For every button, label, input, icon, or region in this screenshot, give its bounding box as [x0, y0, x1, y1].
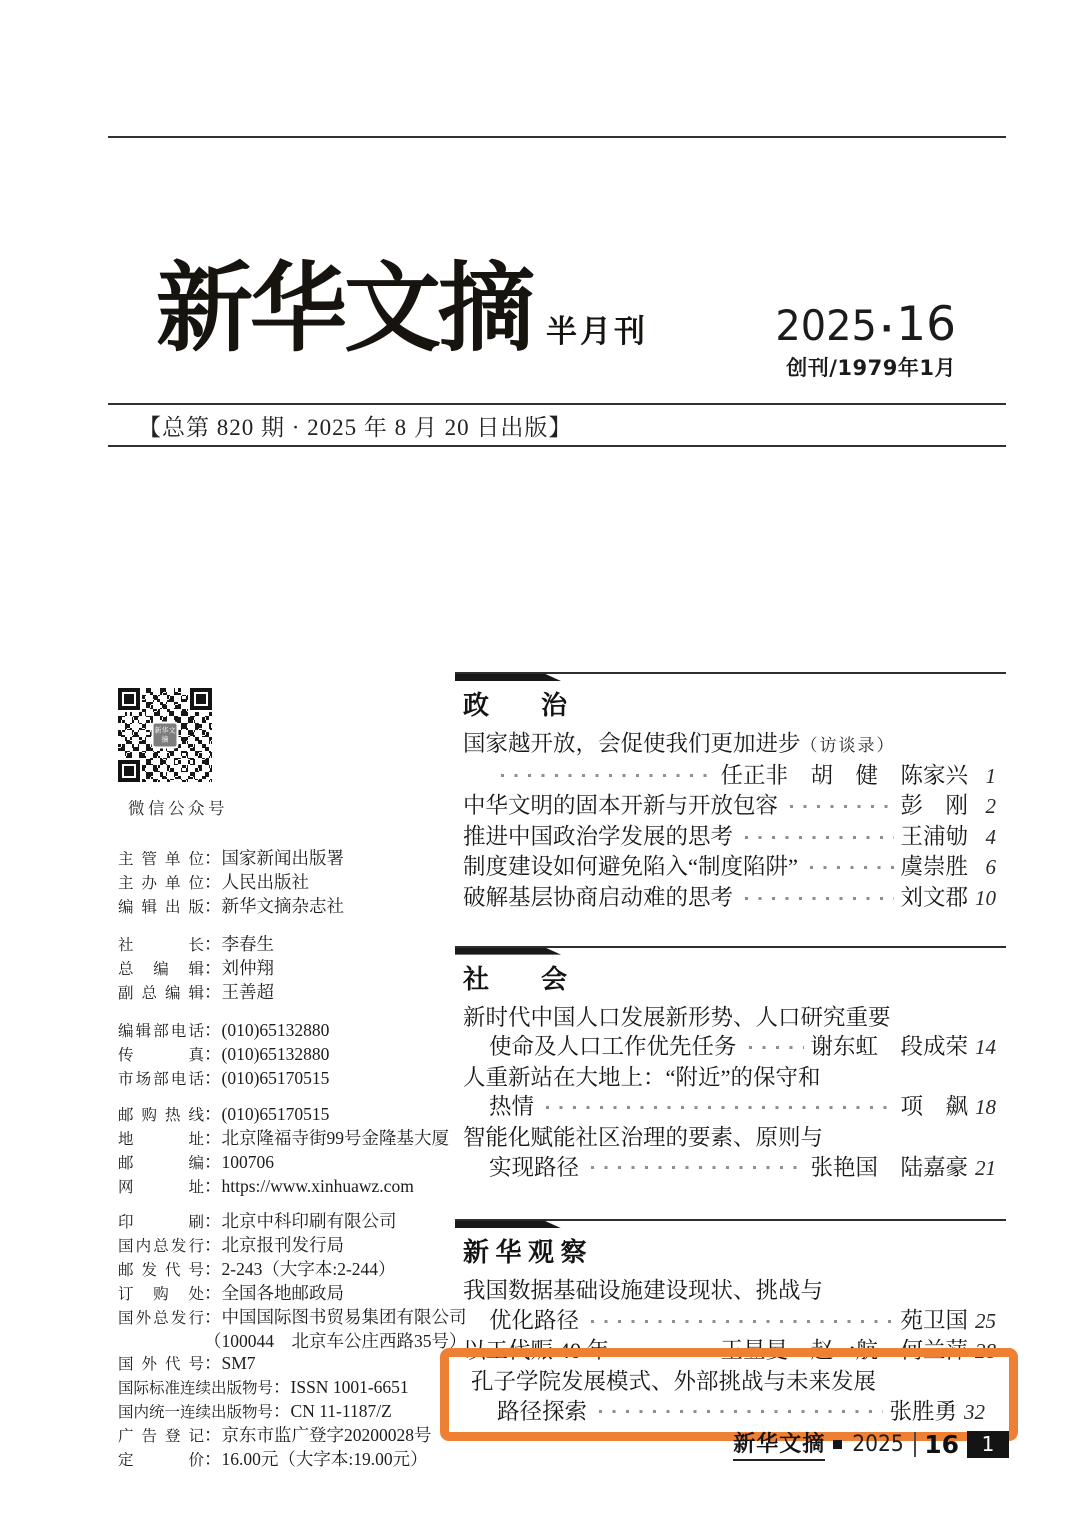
entry-page: 32	[964, 1399, 985, 1424]
info-label: 编 辑 出 版	[118, 899, 204, 916]
info-row	[118, 1127, 458, 1151]
info-value: ：全国各地邮政局	[204, 1283, 344, 1303]
qr-finder-icon	[118, 760, 140, 782]
info-row	[118, 1424, 458, 1448]
leader-dots	[501, 774, 714, 777]
info-row	[118, 1067, 458, 1091]
toc-section-xinhua-observe	[455, 1219, 1006, 1441]
leader-dots	[591, 1320, 894, 1323]
info-row	[118, 1376, 458, 1400]
info-value: ：2-243（大字本:2-244）	[204, 1259, 396, 1279]
info-label: 国 外 总 发 行	[118, 1310, 204, 1327]
info-label: 国内统一连续出版物号	[118, 1404, 274, 1421]
leader-dots	[599, 1410, 883, 1413]
info-label: 传 真	[118, 1047, 204, 1064]
entry-page: 14	[975, 1035, 996, 1060]
info-value: ：(010)65132880	[204, 1020, 330, 1040]
info-value: ：(010)65170515	[204, 1104, 330, 1124]
info-row	[118, 895, 458, 919]
issue-block	[770, 297, 956, 382]
info-label: 定 价	[118, 1452, 204, 1469]
info-value: ：人民出版社	[204, 872, 309, 892]
wechat-caption: 微信公众号	[128, 799, 228, 818]
entry-title-cont: 路径探索	[497, 1398, 588, 1424]
qr-center-logo: 新华文摘	[152, 722, 179, 749]
founded-label: 创刊/1979年1月	[786, 356, 956, 380]
entry-title: 智能化赋能社区治理的要素、原则与	[463, 1124, 824, 1150]
entry-title-cont: 优化路径	[489, 1307, 580, 1333]
footer-year: 2025	[852, 1431, 904, 1457]
info-value: ：(010)65132880	[204, 1044, 330, 1064]
masthead	[156, 252, 648, 365]
toc-section-politics	[455, 672, 1006, 914]
info-label: 广 告 登 记	[118, 1428, 204, 1445]
edition-label: 半月刊	[546, 314, 648, 350]
info-row	[118, 1352, 458, 1376]
entry-authors: 谢东虹 段成荣	[810, 1034, 968, 1060]
section-entries	[463, 729, 1006, 914]
entry-title: 推进中国政治学发展的思考	[463, 823, 734, 849]
footer-page-badge: 1	[967, 1431, 1009, 1458]
issue-dot: ·	[880, 309, 894, 349]
section-title: 政 治	[463, 691, 568, 720]
top-rule	[108, 136, 1006, 138]
entry-title-cont: 热情	[489, 1094, 535, 1120]
info-value: ：(010)65170515	[204, 1068, 330, 1088]
info-value: ：ISSN 1001-6651	[273, 1377, 409, 1397]
info-row	[118, 933, 458, 957]
issue-number: 16	[896, 297, 956, 352]
section-title: 社 会	[463, 964, 568, 994]
info-value: ：王善超	[204, 982, 274, 1002]
footer-bullet-icon	[833, 1440, 842, 1449]
wechat-qr-code[interactable]	[118, 688, 212, 782]
info-row	[118, 1103, 458, 1127]
leader-dots	[745, 836, 894, 839]
info-row	[118, 957, 458, 981]
info-value: ：https://www.xinhuawz.com	[204, 1176, 414, 1196]
info-value: ：新华文摘杂志社	[204, 896, 344, 916]
toc-entry[interactable]	[463, 1063, 1006, 1123]
info-label: 主 办 单 位	[118, 875, 204, 892]
footer-issue: 16	[924, 1429, 959, 1459]
toc-entry[interactable]	[463, 852, 1006, 883]
toc-entry[interactable]	[463, 1123, 1006, 1183]
info-label: 地 址	[118, 1131, 204, 1148]
info-row	[118, 871, 458, 895]
entry-title: 我国数据基础设施建设现状、挑战与	[463, 1278, 824, 1304]
entry-title: 制度建设如何避免陷入“制度陷阱”	[463, 854, 798, 880]
publisher-info-column	[118, 688, 467, 1472]
section-title: 新 华 观 察	[463, 1238, 587, 1268]
entry-authors: 项 飙	[900, 1094, 968, 1120]
toc-entry[interactable]	[463, 1276, 1006, 1336]
info-value: ：北京报刊发行局	[204, 1235, 344, 1255]
info-label: 邮 编	[118, 1155, 204, 1172]
leader-dots	[790, 805, 894, 808]
entry-title: 破解基层协商启动难的思考	[463, 884, 734, 910]
info-value: ：16.00元（大字本:19.00元）	[204, 1449, 428, 1469]
entry-page: 6	[985, 855, 996, 880]
table-of-contents	[455, 672, 1006, 1441]
toc-entry[interactable]	[463, 791, 1006, 822]
info-value: ：中国国际图书贸易集团有限公司	[204, 1307, 467, 1327]
info-label: 副 总 编 辑	[118, 985, 204, 1002]
entry-page: 4	[985, 824, 996, 849]
entry-page: 28	[975, 1339, 996, 1364]
info-row	[118, 1019, 458, 1043]
info-label: 印 刷	[118, 1214, 204, 1231]
info-row	[118, 1234, 458, 1258]
page-footer	[733, 1427, 1009, 1461]
info-value: ：CN 11-1187/Z	[273, 1401, 392, 1421]
entry-authors: 刘文郡	[900, 884, 968, 910]
entry-authors: 王浦劬	[900, 823, 968, 849]
toc-entry[interactable]	[463, 883, 1006, 914]
toc-entry[interactable]	[463, 1003, 1006, 1063]
entry-title: 新时代中国人口发展新形势、人口研究重要	[463, 1004, 891, 1030]
info-label: 订 购 处	[118, 1286, 204, 1303]
info-group	[118, 933, 458, 1005]
entry-authors: 虞崇胜	[900, 854, 968, 880]
info-row	[118, 1400, 458, 1424]
entry-page: 25	[975, 1308, 996, 1333]
info-label: 国 外 代 号	[118, 1356, 204, 1373]
issue-number-line	[770, 297, 956, 352]
info-row	[118, 1175, 458, 1199]
info-value: ：SM7	[204, 1353, 256, 1373]
info-row	[118, 1306, 467, 1330]
section-entries	[463, 1003, 1006, 1184]
info-value: ：刘仲翔	[204, 958, 274, 978]
entry-page: 21	[975, 1155, 996, 1180]
section-divider-bar	[455, 1219, 1006, 1228]
entry-title: 人重新站在大地上：“附近”的保守和	[463, 1064, 821, 1090]
info-value: ：国家新闻出版署	[204, 848, 344, 868]
leader-dots	[591, 1166, 804, 1169]
entry-title: 国家越开放，会促使我们更加进步	[463, 731, 801, 756]
info-label: 邮 购 热 线	[118, 1107, 204, 1124]
info-value: ：李春生	[204, 934, 274, 954]
issue-year: 2025	[775, 301, 878, 350]
info-value: ：北京隆福寺街99号金隆基大厦	[204, 1128, 449, 1148]
publication-date-line: 【总第 820 期 · 2025 年 8 月 20 日出版】	[138, 414, 573, 440]
info-label: 国际标准连续出版物号	[118, 1380, 274, 1397]
entry-page: 1	[985, 763, 996, 788]
entry-title: 中华文明的固本开新与开放包容	[463, 793, 779, 819]
toc-section-society	[455, 946, 1006, 1184]
info-group	[118, 847, 458, 919]
entry-authors: 苑卫国	[900, 1307, 968, 1333]
info-label: 主 管 单 位	[118, 851, 204, 868]
info-row	[118, 1043, 458, 1067]
section-divider-bar	[455, 672, 1006, 681]
toc-entry[interactable]	[463, 729, 1006, 791]
info-value: ：京东市监广登字20200028号	[204, 1425, 432, 1445]
info-row	[118, 1210, 458, 1234]
leader-dots	[749, 1046, 805, 1049]
entry-title-cont: 使命及人口工作优先任务	[489, 1034, 737, 1060]
entry-note: （访谈录）	[800, 736, 896, 755]
qr-finder-icon	[118, 688, 140, 710]
entry-title: 孔子学院发展模式、外部挑战与未来发展	[471, 1368, 877, 1394]
leader-dots	[546, 1106, 894, 1109]
info-row	[118, 1448, 458, 1472]
info-label: 邮 发 代 号	[118, 1262, 204, 1279]
info-label: 市 场 部 电 话	[118, 1071, 204, 1088]
toc-entry-highlighted[interactable]	[471, 1367, 995, 1427]
entry-authors: 王昱旻 赵一航 何兰萍	[720, 1338, 968, 1364]
entry-page: 18	[975, 1095, 996, 1120]
section-divider-bar	[455, 946, 1006, 955]
entry-authors: 任正非 胡 健 陈家兴	[720, 762, 968, 788]
qr-finder-icon	[190, 688, 212, 710]
info-label: 编 辑 部 电 话	[118, 1023, 204, 1040]
section-entries	[463, 1276, 1006, 1441]
info-row	[118, 1151, 458, 1175]
info-group	[118, 1210, 467, 1472]
info-value: ：北京中科印刷有限公司	[204, 1211, 397, 1231]
footer-brand: 新华文摘	[733, 1427, 825, 1461]
info-group	[118, 1103, 458, 1199]
entry-page: 10	[975, 885, 996, 910]
publication-band	[108, 403, 1006, 447]
entry-authors: 彭 刚	[900, 793, 968, 819]
info-label: 网 址	[118, 1179, 204, 1196]
leader-dots	[810, 866, 895, 869]
entry-page: 2	[985, 794, 996, 819]
info-group	[118, 1019, 458, 1091]
info-row	[118, 1258, 458, 1282]
info-label: 国 内 总 发 行	[118, 1238, 204, 1255]
entry-authors: 张胜勇	[889, 1398, 957, 1424]
entry-title: 以工代赈 40 年	[463, 1338, 610, 1364]
entry-title-cont: 实现路径	[489, 1154, 580, 1180]
info-label: 社 长	[118, 937, 204, 954]
entry-authors: 张艳国 陆嘉豪	[810, 1154, 968, 1180]
info-row	[118, 1282, 458, 1306]
leader-dots	[745, 897, 894, 900]
info-value: ：100706	[204, 1152, 274, 1172]
magazine-logo: 新华文摘	[156, 252, 532, 365]
toc-entry[interactable]	[463, 822, 1006, 853]
footer-separator	[914, 1432, 916, 1457]
info-value: （100044 北京车公庄西路35号）	[204, 1331, 467, 1351]
info-row	[118, 847, 458, 871]
info-row	[118, 981, 458, 1005]
info-row	[118, 1330, 467, 1352]
info-label: 总 编 辑	[118, 961, 204, 978]
